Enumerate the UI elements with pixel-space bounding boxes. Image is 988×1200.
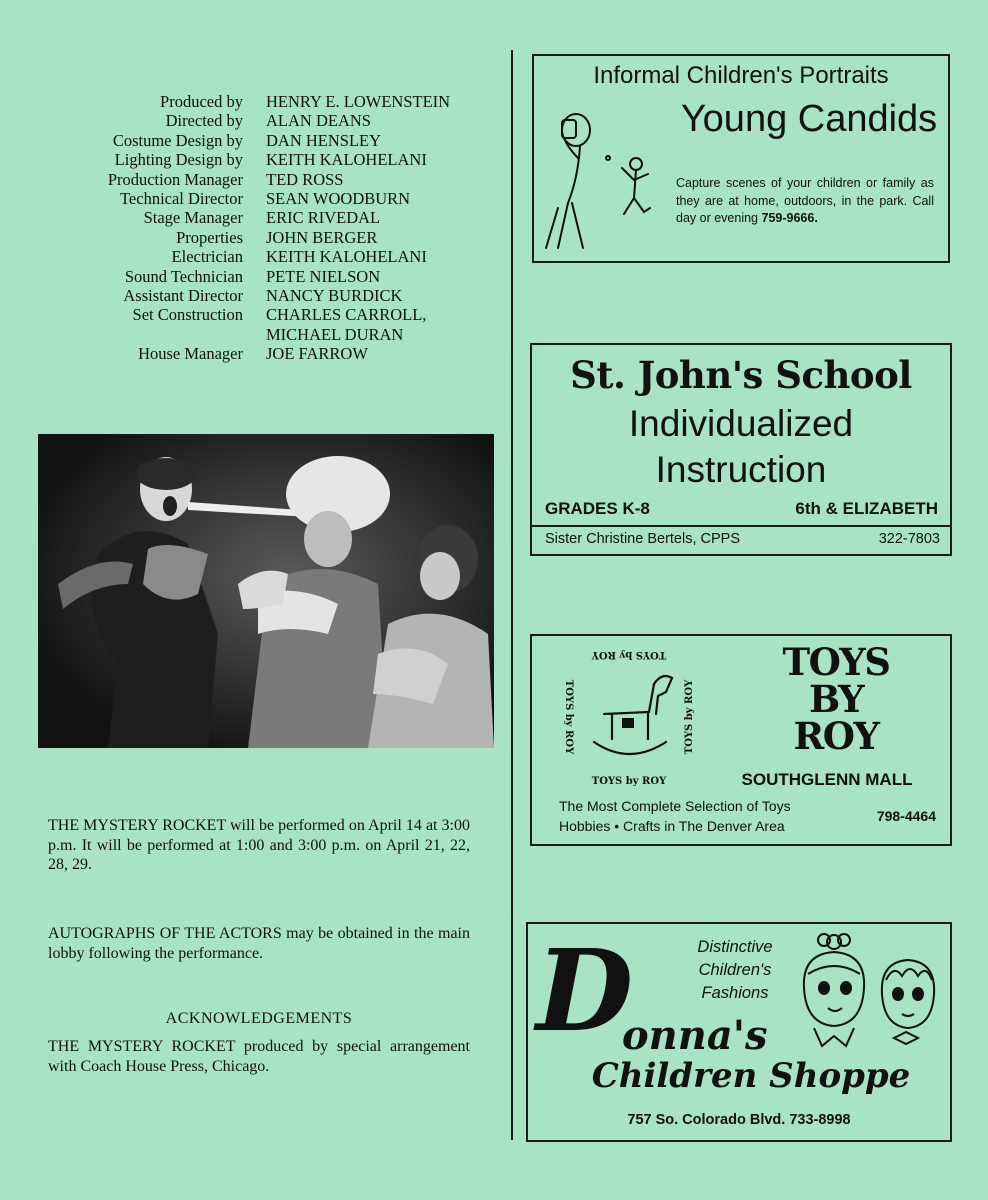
credit-name: JOHN BERGER	[266, 227, 378, 247]
ad-grades: GRADES K-8	[545, 499, 650, 518]
ad-phone: 322-7803	[878, 531, 940, 547]
credits-list	[40, 92, 500, 364]
credit-row	[40, 267, 500, 286]
ad-contact: Sister Christine Bertels, CPPS	[545, 531, 741, 547]
ad-rule	[532, 525, 950, 527]
store-name-line: ROY	[793, 714, 879, 758]
tagline-line: Children's	[698, 961, 772, 979]
tagline-line: Fashions	[701, 984, 769, 1002]
store-name-line: TOYS	[782, 640, 890, 684]
photographer-kid-illustration	[538, 108, 668, 258]
credit-role: Production Manager	[107, 169, 243, 189]
acknowledgements-text: THE MYSTERY ROCKET produced by special arrangement with Coach House Press, Chicago.	[48, 1038, 470, 1075]
ad-donnas-shoppe	[526, 922, 952, 1142]
performance-info: THE MYSTERY ROCKET will be performed on April 14 at 3:00 p.m. It will be performed at 1:00 and 3:00 p.m. on April 21, 22, 28, 29.	[48, 817, 470, 873]
credit-role: Set Construction	[132, 305, 243, 325]
ad-address: 757 So. Colorado Blvd. 733-8998	[627, 1112, 851, 1128]
credit-name: ALAN DEANS	[266, 111, 371, 131]
credit-role: Stage Manager	[143, 208, 243, 228]
ad-tagline: The Most Complete Selection of Toys	[559, 798, 791, 814]
credit-role: Directed by	[165, 111, 243, 131]
credit-name: MICHAEL DURAN	[266, 324, 404, 344]
credit-role	[40, 325, 266, 344]
credit-row	[40, 325, 500, 344]
credit-row	[40, 228, 500, 247]
store-name-line: BY	[808, 677, 864, 721]
credit-row	[40, 344, 500, 363]
credit-row	[40, 92, 500, 111]
credit-row	[40, 286, 500, 305]
credit-name: TED ROSS	[266, 169, 344, 189]
credit-name: KEITH KALOHELANI	[266, 247, 427, 267]
ad-toys-by-roy	[530, 634, 952, 846]
credit-row	[40, 150, 500, 169]
ad-school-name: St. John's School	[570, 353, 912, 397]
seal-text-left: TOYS by ROY	[563, 679, 574, 755]
credit-name: CHARLES CARROLL,	[266, 305, 427, 325]
credit-row	[40, 170, 500, 189]
credit-role: Produced by	[160, 92, 243, 111]
ad-headline: Informal Children's Portraits	[593, 62, 889, 89]
ad-store-name	[724, 640, 948, 758]
ad-line1: Individualized	[628, 403, 854, 444]
credit-row	[40, 208, 500, 227]
credit-name: NANCY BURDICK	[266, 286, 403, 306]
stage-photo-illustration	[38, 434, 494, 748]
credit-name: ERIC RIVEDAL	[266, 208, 381, 228]
credit-name: DAN HENSLEY	[266, 130, 382, 150]
credit-row	[40, 131, 500, 150]
credit-name: JOE FARROW	[266, 344, 368, 364]
stage-photo	[38, 434, 494, 748]
credit-role: Sound Technician	[124, 266, 243, 286]
credit-row	[40, 189, 500, 208]
credit-role: Properties	[176, 227, 243, 247]
credit-name: SEAN WOODBURN	[266, 189, 411, 209]
credit-role: Costume Design by	[112, 130, 243, 150]
seal-text-bottom: TOYS by ROY	[591, 776, 667, 787]
ad-brand: Young Candids	[680, 98, 938, 140]
acknowledgements-heading: ACKNOWLEDGEMENTS	[165, 1010, 353, 1027]
children-faces-illustration	[790, 928, 950, 1068]
ad-location: SOUTHGLENN MALL	[741, 770, 913, 789]
credit-row	[40, 305, 500, 324]
credit-row	[40, 111, 500, 130]
credit-role: Technical Director	[120, 189, 243, 209]
ad-initial: D	[536, 926, 634, 1057]
column-divider	[511, 50, 513, 1140]
credit-role: Electrician	[171, 247, 243, 267]
ad-young-candids	[532, 54, 950, 263]
autographs-info: AUTOGRAPHS OF THE ACTORS may be obtained in the main lobby following the performance.	[48, 925, 470, 962]
credit-name: HENRY E. LOWENSTEIN	[266, 92, 451, 111]
ad-tagline	[660, 936, 810, 1005]
credit-row	[40, 247, 500, 266]
ad-body	[676, 175, 934, 228]
rocking-horse-seal	[554, 644, 704, 790]
ad-tagline: Hobbies • Crafts in The Denver Area	[559, 818, 785, 834]
credit-role: House Manager	[138, 344, 243, 364]
credit-role: Lighting Design by	[114, 150, 243, 170]
ad-st-johns-school	[530, 343, 952, 556]
ad-phone: 798-4464	[876, 808, 936, 824]
ad-address: 6th & ELIZABETH	[795, 499, 938, 518]
seal-text-top: TOYS by ROY	[591, 649, 667, 660]
credit-role: Assistant Director	[123, 286, 243, 306]
ad-line2: Instruction	[655, 449, 827, 490]
ad-name-rest: onna's	[622, 1012, 768, 1059]
credit-name: PETE NIELSON	[266, 266, 381, 286]
tagline-line: Distinctive	[697, 938, 773, 956]
ad-phone: 759-9666.	[761, 211, 818, 225]
ad-name-line2: Children Shoppe	[591, 1056, 911, 1096]
seal-text-right: TOYS by ROY	[684, 679, 695, 755]
credit-name: KEITH KALOHELANI	[266, 150, 427, 170]
ad-body-text: Capture scenes of your children or family as they are at home, outdoors, in the park. Call day or evening	[676, 176, 934, 225]
